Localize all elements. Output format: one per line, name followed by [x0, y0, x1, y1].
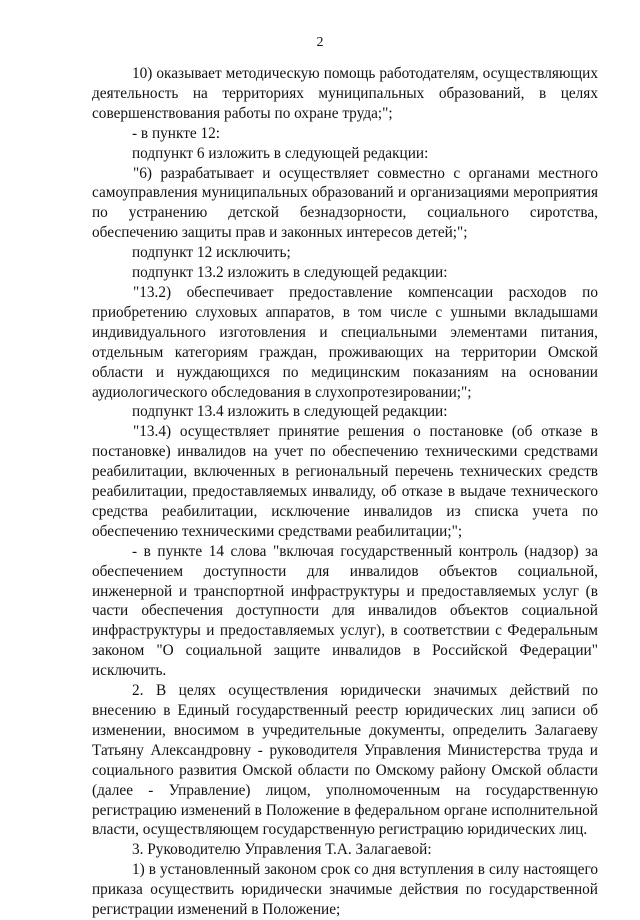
paragraph-subpoint-13-2-text: "13.2) обеспечивает предоставление компенсации расходов по приобретению слуховых аппаратов, в том числе с ушными вкладышами индивидуального изготовления и специальными элементами питания, отдельным категориям граждан, проживающих на территории Омской области и нуждающихся по медицинским показаниям на основании аудиологического обследования в слухопротезировании;";: [92, 283, 598, 401]
paragraph-section-3: 3. Руководителю Управления Т.А. Залагаевой:: [132, 841, 432, 859]
paragraph-subpoint-6-intro: подпункт 6 изложить в следующей редакции:: [132, 144, 429, 162]
paragraph-point-12: - в пункте 12:: [132, 124, 221, 142]
paragraph-subpoint-13-4-intro: подпункт 13.4 изложить в следующей редакции:: [132, 403, 448, 421]
page-number: 2: [316, 35, 324, 50]
paragraph-subpoint-12: подпункт 12 исключить;: [132, 244, 291, 262]
paragraph-subpoint-13-2-intro: подпункт 13.2 изложить в следующей редакции:: [132, 264, 448, 282]
paragraph-subpoint-13-4-text: "13.4) осуществляет принятие решения о постановке (об отказе в постановке) инвалидов на учет по обеспечению техническими средствами реабилитации, включенных в региональный перечень технических средств реабилитации, предоставляемых инвалиду, об отказе в выдаче технического средства реабилитации, исключение инвалидов из списка учета по обеспечению техническими средствами реабилитации;";: [92, 423, 598, 540]
paragraph-subpoint-6-text: "6) разрабатывает и осуществляет совместно с органами местного самоуправления муниципальных образований и организациями мероприятия по устранению детской безнадзорности, социального сиротства, обеспечению защиты прав и законных интересов детей;";: [92, 164, 598, 242]
paragraph-section-3-item-1: 1) в установленный законом срок со дня вступления в силу настоящего приказа осуществить юридически значимые действия по государственной регистрации изменений в Положение;: [92, 861, 598, 919]
paragraph-point-14: - в пункте 14 слова "включая государственный контроль (надзор) за обеспечением доступности для инвалидов объектов социальной, инженерной и транспортной инфраструктуры и предоставляемых услуг (в части обеспечения доступности для инвалидов объектов социальной инфраструктуры и предоставляемых услуг), в соответствии с Федеральным законом "О социальной защите инвалидов в Российской Федерации" исключить.: [92, 542, 598, 680]
paragraph-section-2: 2. В целях осуществления юридически значимых действий по внесению в Единый государственный реестр юридических лиц записи об изменении, вносимом в учредительные документы, определить Залагаеву Татьяну Александровну - руководителя Управления Министерства труда и социального развития Омской области по Омскому району Омской области (далее - Управление) лицом, уполномоченным на государственную регистрацию изменений в Положение в федеральном органе исполнительной власти, осуществляющем государственную регистрацию юридических лиц.: [92, 682, 598, 839]
document-body: [92, 64, 598, 920]
paragraph-item-10: 10) оказывает методическую помощь работодателям, осуществляющих деятельность на территориях муниципальных образований, в целях совершенствования работы по охране труда;";: [92, 65, 598, 122]
